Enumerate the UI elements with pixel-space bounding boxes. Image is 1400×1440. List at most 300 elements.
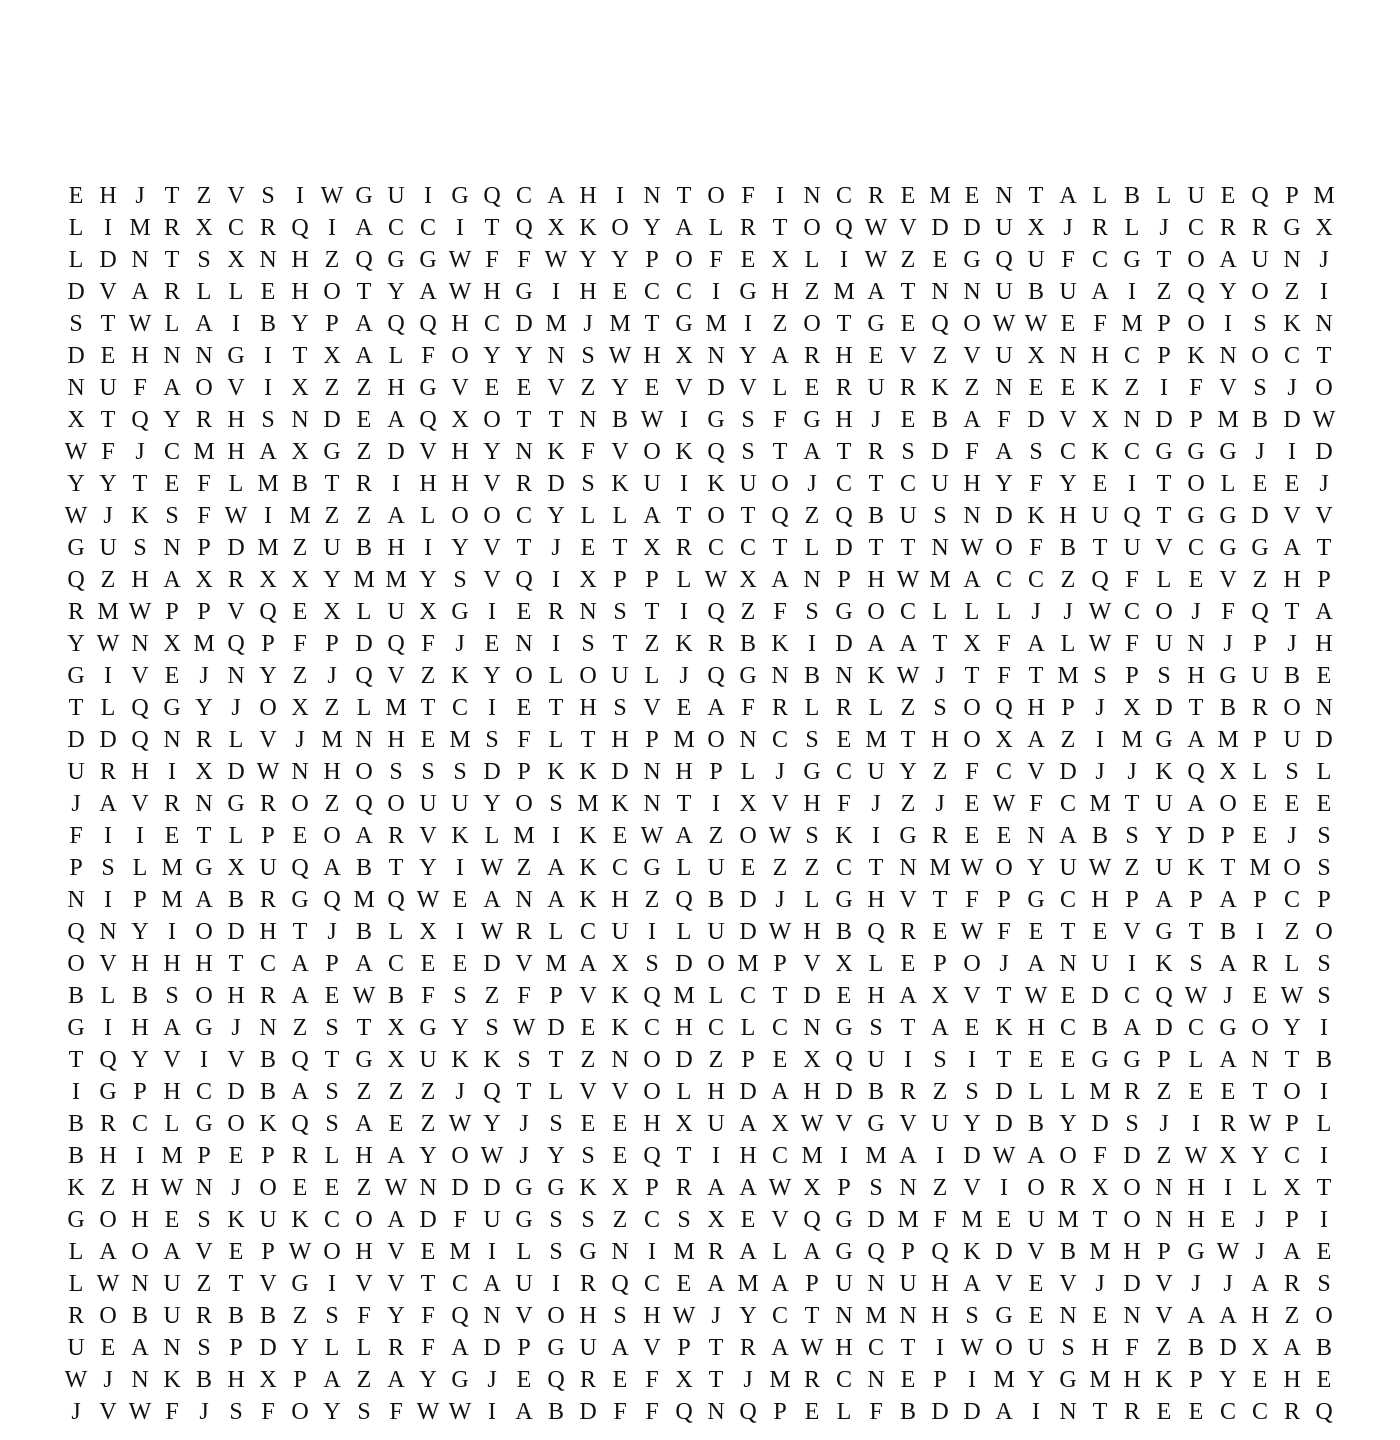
- grid-cell[interactable]: E: [1092, 1303, 1108, 1329]
- grid-cell[interactable]: D: [739, 919, 757, 945]
- grid-cell[interactable]: T: [900, 1335, 916, 1361]
- grid-cell[interactable]: C: [451, 695, 468, 721]
- grid-cell[interactable]: E: [292, 599, 308, 625]
- grid-cell[interactable]: F: [357, 1303, 371, 1329]
- grid-cell[interactable]: E: [100, 343, 116, 369]
- grid-cell[interactable]: O: [707, 951, 725, 977]
- grid-cell[interactable]: J: [103, 1367, 113, 1393]
- grid-cell[interactable]: C: [835, 855, 852, 881]
- grid-cell[interactable]: T: [228, 951, 244, 977]
- grid-cell[interactable]: T: [612, 535, 628, 561]
- grid-cell[interactable]: G: [387, 247, 405, 273]
- grid-cell[interactable]: S: [261, 407, 275, 433]
- grid-cell[interactable]: Z: [772, 311, 788, 337]
- grid-cell[interactable]: Z: [1156, 1143, 1172, 1169]
- grid-cell[interactable]: H: [99, 183, 117, 209]
- grid-cell[interactable]: R: [675, 535, 692, 561]
- grid-cell[interactable]: G: [515, 1207, 533, 1233]
- grid-cell[interactable]: G: [643, 855, 661, 881]
- grid-cell[interactable]: Z: [804, 503, 820, 529]
- grid-cell[interactable]: B: [131, 983, 148, 1009]
- grid-cell[interactable]: T: [676, 503, 692, 529]
- grid-cell[interactable]: J: [1191, 599, 1201, 625]
- grid-cell[interactable]: P: [1285, 1207, 1299, 1233]
- grid-cell[interactable]: C: [1187, 1015, 1204, 1041]
- grid-cell[interactable]: Z: [772, 855, 788, 881]
- grid-cell[interactable]: C: [1059, 791, 1076, 817]
- grid-cell[interactable]: H: [675, 759, 693, 785]
- grid-cell[interactable]: B: [1251, 407, 1268, 433]
- grid-cell[interactable]: N: [1315, 695, 1333, 721]
- grid-cell[interactable]: K: [291, 1207, 309, 1233]
- grid-cell[interactable]: A: [1027, 951, 1045, 977]
- grid-cell[interactable]: Z: [1156, 279, 1172, 305]
- grid-cell[interactable]: I: [648, 1239, 656, 1265]
- grid-cell[interactable]: G: [867, 311, 885, 337]
- grid-cell[interactable]: I: [264, 343, 272, 369]
- grid-cell[interactable]: O: [387, 791, 405, 817]
- grid-cell[interactable]: F: [197, 503, 211, 529]
- grid-cell[interactable]: N: [803, 567, 821, 593]
- grid-cell[interactable]: F: [1029, 535, 1043, 561]
- grid-cell[interactable]: T: [228, 1271, 244, 1297]
- grid-cell[interactable]: N: [995, 183, 1013, 209]
- grid-cell[interactable]: V: [1059, 407, 1077, 433]
- grid-cell[interactable]: W: [448, 247, 472, 273]
- grid-cell[interactable]: H: [227, 439, 245, 465]
- grid-cell[interactable]: C: [1027, 567, 1044, 593]
- grid-cell[interactable]: C: [675, 279, 692, 305]
- grid-cell[interactable]: Y: [1059, 471, 1077, 497]
- grid-cell[interactable]: C: [835, 183, 852, 209]
- grid-cell[interactable]: E: [1060, 375, 1076, 401]
- grid-cell[interactable]: G: [355, 1047, 373, 1073]
- grid-cell[interactable]: D: [1123, 1143, 1141, 1169]
- grid-cell[interactable]: T: [1156, 247, 1172, 273]
- grid-cell[interactable]: O: [643, 1047, 661, 1073]
- grid-cell[interactable]: Q: [835, 1047, 853, 1073]
- grid-cell[interactable]: S: [229, 1399, 243, 1425]
- grid-cell[interactable]: X: [771, 1111, 789, 1137]
- grid-cell[interactable]: S: [677, 1207, 691, 1233]
- grid-cell[interactable]: Y: [419, 855, 437, 881]
- grid-cell[interactable]: D: [995, 503, 1013, 529]
- grid-cell[interactable]: Z: [900, 791, 916, 817]
- grid-cell[interactable]: M: [513, 823, 535, 849]
- grid-cell[interactable]: Q: [1091, 567, 1109, 593]
- grid-cell[interactable]: N: [579, 407, 597, 433]
- grid-cell[interactable]: L: [676, 567, 692, 593]
- grid-cell[interactable]: S: [805, 599, 819, 625]
- grid-cell[interactable]: V: [803, 951, 821, 977]
- grid-cell[interactable]: Z: [324, 695, 340, 721]
- grid-cell[interactable]: W: [1280, 983, 1304, 1009]
- grid-cell[interactable]: N: [899, 1175, 917, 1201]
- grid-cell[interactable]: N: [195, 1175, 213, 1201]
- grid-cell[interactable]: D: [1059, 759, 1077, 785]
- grid-cell[interactable]: Y: [483, 439, 501, 465]
- grid-cell[interactable]: X: [291, 695, 309, 721]
- grid-cell[interactable]: G: [195, 1111, 213, 1137]
- grid-cell[interactable]: A: [195, 311, 213, 337]
- grid-cell[interactable]: O: [643, 1079, 661, 1105]
- grid-cell[interactable]: M: [737, 951, 759, 977]
- grid-cell[interactable]: P: [1125, 663, 1139, 689]
- grid-cell[interactable]: J: [103, 503, 113, 529]
- grid-cell[interactable]: F: [421, 343, 435, 369]
- grid-cell[interactable]: J: [935, 663, 945, 689]
- grid-cell[interactable]: C: [995, 567, 1012, 593]
- grid-cell[interactable]: Y: [131, 1047, 149, 1073]
- grid-cell[interactable]: M: [257, 471, 279, 497]
- grid-cell[interactable]: A: [355, 215, 373, 241]
- grid-cell[interactable]: V: [611, 1079, 629, 1105]
- grid-cell[interactable]: V: [451, 375, 469, 401]
- grid-cell[interactable]: Q: [259, 599, 277, 625]
- grid-cell[interactable]: B: [291, 471, 308, 497]
- grid-cell[interactable]: Y: [483, 1111, 501, 1137]
- grid-cell[interactable]: H: [1091, 887, 1109, 913]
- grid-cell[interactable]: Q: [739, 1399, 757, 1425]
- grid-cell[interactable]: S: [197, 1335, 211, 1361]
- grid-cell[interactable]: Q: [131, 407, 149, 433]
- grid-cell[interactable]: I: [680, 599, 688, 625]
- grid-cell[interactable]: C: [483, 311, 500, 337]
- grid-cell[interactable]: V: [419, 823, 437, 849]
- grid-cell[interactable]: O: [67, 951, 85, 977]
- grid-cell[interactable]: N: [163, 343, 181, 369]
- grid-cell[interactable]: A: [1155, 887, 1173, 913]
- grid-cell[interactable]: E: [580, 1111, 596, 1137]
- grid-cell[interactable]: W: [544, 247, 568, 273]
- grid-cell[interactable]: J: [1063, 215, 1073, 241]
- grid-cell[interactable]: Q: [867, 919, 885, 945]
- grid-cell[interactable]: V: [1219, 567, 1237, 593]
- grid-cell[interactable]: R: [835, 375, 852, 401]
- grid-cell[interactable]: Y: [451, 1015, 469, 1041]
- grid-cell[interactable]: N: [739, 727, 757, 753]
- grid-cell[interactable]: S: [1285, 759, 1299, 785]
- grid-cell[interactable]: S: [933, 503, 947, 529]
- grid-cell[interactable]: E: [612, 279, 628, 305]
- grid-cell[interactable]: E: [900, 951, 916, 977]
- grid-cell[interactable]: L: [804, 535, 820, 561]
- grid-cell[interactable]: W: [64, 439, 88, 465]
- grid-cell[interactable]: A: [547, 887, 565, 913]
- grid-cell[interactable]: A: [291, 951, 309, 977]
- grid-cell[interactable]: D: [1155, 407, 1173, 433]
- grid-cell[interactable]: E: [324, 1175, 340, 1201]
- grid-cell[interactable]: S: [325, 1079, 339, 1105]
- grid-cell[interactable]: S: [1253, 375, 1267, 401]
- grid-cell[interactable]: M: [1089, 1367, 1111, 1393]
- grid-cell[interactable]: I: [104, 887, 112, 913]
- grid-cell[interactable]: R: [259, 215, 276, 241]
- grid-cell[interactable]: J: [1287, 823, 1297, 849]
- grid-cell[interactable]: E: [740, 855, 756, 881]
- grid-cell[interactable]: S: [453, 983, 467, 1009]
- grid-cell[interactable]: U: [707, 855, 725, 881]
- grid-cell[interactable]: Z: [1284, 279, 1300, 305]
- grid-cell[interactable]: Z: [484, 983, 500, 1009]
- grid-cell[interactable]: A: [963, 407, 981, 433]
- grid-cell[interactable]: O: [1251, 343, 1269, 369]
- grid-cell[interactable]: S: [1125, 823, 1139, 849]
- grid-cell[interactable]: L: [420, 503, 436, 529]
- grid-cell[interactable]: J: [231, 1015, 241, 1041]
- grid-cell[interactable]: Y: [1219, 1367, 1237, 1393]
- grid-cell[interactable]: L: [932, 599, 948, 625]
- grid-cell[interactable]: P: [133, 887, 147, 913]
- grid-cell[interactable]: M: [609, 311, 631, 337]
- grid-cell[interactable]: H: [451, 439, 469, 465]
- grid-cell[interactable]: V: [163, 1047, 181, 1073]
- grid-cell[interactable]: U: [931, 1111, 949, 1137]
- grid-cell[interactable]: E: [1188, 1079, 1204, 1105]
- grid-cell[interactable]: E: [996, 823, 1012, 849]
- grid-cell[interactable]: G: [899, 823, 917, 849]
- grid-cell[interactable]: F: [997, 631, 1011, 657]
- grid-cell[interactable]: G: [803, 407, 821, 433]
- grid-cell[interactable]: H: [963, 471, 981, 497]
- grid-cell[interactable]: S: [197, 247, 211, 273]
- grid-cell[interactable]: E: [932, 919, 948, 945]
- grid-cell[interactable]: P: [261, 631, 275, 657]
- grid-cell[interactable]: G: [835, 887, 853, 913]
- grid-cell[interactable]: U: [739, 471, 757, 497]
- grid-cell[interactable]: A: [707, 1175, 725, 1201]
- grid-cell[interactable]: W: [96, 1271, 120, 1297]
- grid-cell[interactable]: W: [128, 311, 152, 337]
- grid-cell[interactable]: L: [324, 1335, 340, 1361]
- grid-cell[interactable]: Q: [611, 1271, 629, 1297]
- grid-cell[interactable]: U: [1059, 855, 1077, 881]
- grid-cell[interactable]: H: [1283, 567, 1301, 593]
- grid-cell[interactable]: K: [579, 1175, 597, 1201]
- grid-cell[interactable]: N: [867, 1367, 885, 1393]
- grid-cell[interactable]: P: [1317, 887, 1331, 913]
- grid-cell[interactable]: Q: [291, 1047, 309, 1073]
- grid-cell[interactable]: F: [1093, 1143, 1107, 1169]
- grid-cell[interactable]: R: [739, 1335, 756, 1361]
- grid-cell[interactable]: M: [97, 599, 119, 625]
- grid-cell[interactable]: H: [227, 407, 245, 433]
- grid-cell[interactable]: G: [579, 1239, 597, 1265]
- grid-cell[interactable]: Z: [900, 247, 916, 273]
- grid-cell[interactable]: J: [1063, 599, 1073, 625]
- grid-cell[interactable]: V: [1059, 1271, 1077, 1297]
- grid-cell[interactable]: P: [837, 1175, 851, 1201]
- grid-cell[interactable]: D: [963, 1399, 981, 1425]
- grid-cell[interactable]: I: [1224, 1175, 1232, 1201]
- grid-cell[interactable]: A: [611, 1335, 629, 1361]
- grid-cell[interactable]: H: [803, 919, 821, 945]
- grid-cell[interactable]: T: [772, 215, 788, 241]
- grid-cell[interactable]: A: [995, 439, 1013, 465]
- grid-cell[interactable]: P: [645, 1175, 659, 1201]
- grid-cell[interactable]: C: [1059, 887, 1076, 913]
- grid-cell[interactable]: C: [867, 1335, 884, 1361]
- grid-cell[interactable]: A: [291, 1079, 309, 1105]
- grid-cell[interactable]: G: [1219, 535, 1237, 561]
- grid-cell[interactable]: H: [163, 1079, 181, 1105]
- grid-cell[interactable]: W: [960, 919, 984, 945]
- grid-cell[interactable]: Z: [1284, 1303, 1300, 1329]
- grid-cell[interactable]: L: [228, 471, 244, 497]
- grid-cell[interactable]: B: [1027, 1111, 1044, 1137]
- grid-cell[interactable]: F: [517, 727, 531, 753]
- grid-cell[interactable]: I: [1000, 1175, 1008, 1201]
- grid-cell[interactable]: K: [547, 439, 565, 465]
- grid-cell[interactable]: W: [704, 567, 728, 593]
- grid-cell[interactable]: Y: [963, 1111, 981, 1137]
- grid-cell[interactable]: X: [675, 1367, 693, 1393]
- grid-cell[interactable]: T: [996, 1047, 1012, 1073]
- grid-cell[interactable]: B: [1123, 183, 1140, 209]
- grid-cell[interactable]: Y: [67, 471, 85, 497]
- grid-cell[interactable]: M: [193, 439, 215, 465]
- grid-cell[interactable]: N: [835, 663, 853, 689]
- grid-cell[interactable]: P: [645, 247, 659, 273]
- grid-cell[interactable]: T: [1316, 343, 1332, 369]
- grid-cell[interactable]: M: [1313, 183, 1335, 209]
- grid-cell[interactable]: E: [292, 1175, 308, 1201]
- grid-cell[interactable]: Q: [835, 503, 853, 529]
- grid-cell[interactable]: M: [1217, 727, 1239, 753]
- grid-cell[interactable]: Q: [355, 791, 373, 817]
- grid-cell[interactable]: T: [132, 471, 148, 497]
- grid-cell[interactable]: T: [1156, 503, 1172, 529]
- grid-cell[interactable]: N: [1123, 407, 1141, 433]
- grid-cell[interactable]: N: [195, 343, 213, 369]
- grid-cell[interactable]: E: [420, 727, 436, 753]
- grid-cell[interactable]: O: [1059, 1143, 1077, 1169]
- grid-cell[interactable]: D: [739, 1079, 757, 1105]
- grid-cell[interactable]: B: [195, 1367, 212, 1393]
- grid-cell[interactable]: F: [997, 407, 1011, 433]
- grid-cell[interactable]: H: [131, 759, 149, 785]
- grid-cell[interactable]: Z: [1284, 919, 1300, 945]
- grid-cell[interactable]: B: [1315, 1047, 1332, 1073]
- grid-cell[interactable]: K: [1155, 951, 1173, 977]
- grid-cell[interactable]: X: [803, 1175, 821, 1201]
- grid-cell[interactable]: H: [835, 1335, 853, 1361]
- grid-cell[interactable]: I: [200, 1047, 208, 1073]
- grid-cell[interactable]: Q: [387, 311, 405, 337]
- grid-cell[interactable]: A: [771, 1271, 789, 1297]
- grid-cell[interactable]: K: [611, 983, 629, 1009]
- grid-cell[interactable]: S: [389, 759, 403, 785]
- grid-cell[interactable]: H: [131, 567, 149, 593]
- grid-cell[interactable]: J: [231, 1175, 241, 1201]
- grid-cell[interactable]: U: [995, 279, 1013, 305]
- grid-cell[interactable]: R: [579, 1367, 596, 1393]
- grid-cell[interactable]: P: [773, 1399, 787, 1425]
- grid-cell[interactable]: K: [1187, 855, 1205, 881]
- grid-cell[interactable]: L: [868, 951, 884, 977]
- grid-cell[interactable]: Y: [387, 279, 405, 305]
- grid-cell[interactable]: Y: [163, 407, 181, 433]
- grid-cell[interactable]: A: [1219, 887, 1237, 913]
- grid-cell[interactable]: L: [1316, 1111, 1332, 1137]
- grid-cell[interactable]: K: [931, 375, 949, 401]
- grid-cell[interactable]: Z: [1124, 375, 1140, 401]
- grid-cell[interactable]: J: [455, 631, 465, 657]
- grid-cell[interactable]: O: [707, 503, 725, 529]
- grid-cell[interactable]: G: [419, 247, 437, 273]
- grid-cell[interactable]: I: [104, 215, 112, 241]
- grid-cell[interactable]: D: [707, 375, 725, 401]
- grid-cell[interactable]: S: [741, 407, 755, 433]
- grid-cell[interactable]: I: [808, 631, 816, 657]
- grid-cell[interactable]: Y: [419, 1367, 437, 1393]
- grid-cell[interactable]: V: [259, 1271, 277, 1297]
- grid-cell[interactable]: Q: [707, 439, 725, 465]
- grid-cell[interactable]: K: [1027, 503, 1045, 529]
- grid-cell[interactable]: N: [227, 663, 245, 689]
- grid-cell[interactable]: S: [933, 695, 947, 721]
- grid-cell[interactable]: E: [580, 535, 596, 561]
- grid-cell[interactable]: D: [835, 535, 853, 561]
- grid-cell[interactable]: J: [1159, 1111, 1169, 1137]
- grid-cell[interactable]: H: [387, 375, 405, 401]
- grid-cell[interactable]: W: [160, 1175, 184, 1201]
- grid-cell[interactable]: D: [1155, 695, 1173, 721]
- grid-cell[interactable]: N: [547, 343, 565, 369]
- grid-cell[interactable]: O: [99, 1207, 117, 1233]
- grid-cell[interactable]: A: [547, 183, 565, 209]
- grid-cell[interactable]: A: [867, 631, 885, 657]
- grid-cell[interactable]: I: [1320, 1079, 1328, 1105]
- grid-cell[interactable]: F: [197, 471, 211, 497]
- grid-cell[interactable]: Z: [1156, 1079, 1172, 1105]
- grid-cell[interactable]: J: [1159, 215, 1169, 241]
- grid-cell[interactable]: N: [1059, 1399, 1077, 1425]
- grid-cell[interactable]: Z: [324, 247, 340, 273]
- grid-cell[interactable]: W: [256, 759, 280, 785]
- grid-cell[interactable]: A: [739, 1239, 757, 1265]
- grid-cell[interactable]: G: [1123, 1047, 1141, 1073]
- grid-cell[interactable]: U: [899, 1271, 917, 1297]
- grid-cell[interactable]: E: [484, 631, 500, 657]
- grid-cell[interactable]: J: [1287, 375, 1297, 401]
- grid-cell[interactable]: Q: [1315, 1399, 1333, 1425]
- grid-cell[interactable]: I: [1320, 1015, 1328, 1041]
- grid-cell[interactable]: X: [803, 1047, 821, 1073]
- grid-cell[interactable]: I: [1128, 471, 1136, 497]
- grid-cell[interactable]: F: [517, 983, 531, 1009]
- grid-cell[interactable]: A: [355, 311, 373, 337]
- grid-cell[interactable]: H: [131, 1207, 149, 1233]
- grid-cell[interactable]: E: [964, 791, 980, 817]
- grid-cell[interactable]: Y: [739, 343, 757, 369]
- grid-cell[interactable]: Y: [419, 1143, 437, 1169]
- grid-cell[interactable]: Q: [995, 695, 1013, 721]
- grid-cell[interactable]: T: [1156, 471, 1172, 497]
- grid-cell[interactable]: P: [517, 759, 531, 785]
- grid-cell[interactable]: V: [227, 1047, 245, 1073]
- grid-cell[interactable]: E: [1028, 1047, 1044, 1073]
- grid-cell[interactable]: T: [164, 183, 180, 209]
- grid-cell[interactable]: I: [1320, 279, 1328, 305]
- grid-cell[interactable]: I: [552, 1271, 560, 1297]
- grid-cell[interactable]: A: [547, 855, 565, 881]
- grid-cell[interactable]: D: [963, 1143, 981, 1169]
- grid-cell[interactable]: P: [549, 983, 563, 1009]
- grid-cell[interactable]: F: [933, 1207, 947, 1233]
- grid-cell[interactable]: Q: [67, 919, 85, 945]
- grid-cell[interactable]: K: [1187, 343, 1205, 369]
